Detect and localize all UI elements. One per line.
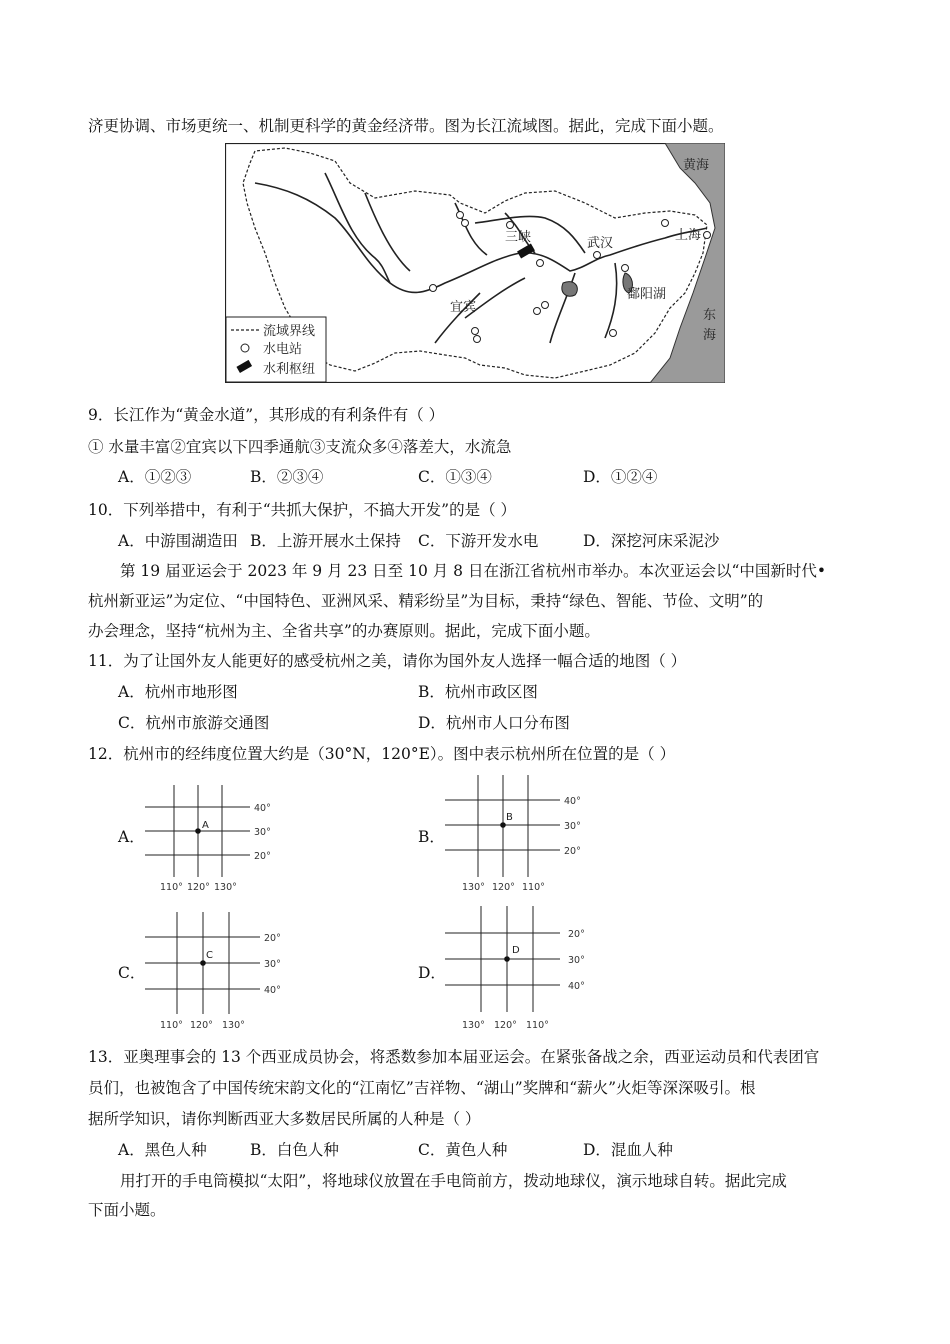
city-marker [662, 220, 669, 227]
q12-grid-c [140, 912, 300, 1034]
point-c-dot [200, 960, 206, 966]
lon-label: 120° [494, 1020, 517, 1031]
point-d-dot [504, 956, 510, 962]
q9-option-a: A．①②③ [118, 468, 192, 486]
intro2-line1: 第 19 届亚运会于 2023 年 9 月 23 日至 10 月 8 日在浙江省杭州市举办。本次亚运会以“中国新时代• [120, 562, 827, 580]
hydropower-station-icon [472, 328, 479, 335]
q12-grid-a [140, 785, 290, 895]
q9-option-d: D．①②④ [583, 468, 658, 486]
point-d-label: D [512, 945, 520, 956]
point-c-label: C [206, 950, 213, 961]
map-label-donghai-2: 海 [703, 328, 717, 343]
q12-grid-b [440, 775, 600, 895]
city-marker [594, 252, 601, 259]
lon-label: 110° [160, 882, 183, 893]
lat-label: 20° [568, 929, 585, 940]
lat-label: 30° [564, 821, 581, 832]
intro2-line3: 办会理念，坚持“杭州为主、全省共享”的办赛原则。据此，完成下面小题。 [88, 622, 600, 640]
hydropower-station-icon [430, 285, 437, 292]
legend-boundary-label: 流域界线 [263, 324, 316, 339]
q10-option-c: C．下游开发水电 [418, 532, 539, 550]
hydropower-station-icon [542, 302, 549, 309]
q13-option-d: D．混血人种 [583, 1141, 673, 1159]
q13-option-a: A．黑色人种 [118, 1141, 207, 1159]
dongting-lake [562, 282, 577, 297]
map-label-donghai-1: 东 [703, 308, 717, 323]
map-label-shanghai: 上海 [675, 228, 702, 243]
q9-statements: ① 水量丰富②宜宾以下四季通航③支流众多④落差大，水流急 [88, 438, 512, 456]
lat-label: 40° [264, 985, 281, 996]
lat-label: 20° [254, 851, 271, 862]
hydropower-station-icon [534, 308, 541, 315]
q13-option-b: B．白色人种 [250, 1141, 339, 1159]
q12-stem: 12．杭州市的经纬度位置大约是（30°N，120°E）。图中表示杭州所在位置的是（ ） [88, 745, 676, 763]
point-b-dot [500, 822, 506, 828]
q10-option-d: D．深挖河床采泥沙 [583, 532, 720, 550]
lon-label: 120° [190, 1020, 213, 1031]
hydropower-station-icon [610, 330, 617, 337]
map-label-wuhan: 武汉 [587, 236, 614, 251]
lat-label: 20° [564, 846, 581, 857]
map-label-huanghai: 黄海 [683, 158, 710, 173]
lon-label: 130° [214, 882, 237, 893]
lat-label: 40° [254, 803, 271, 814]
intro-text: 济更协调、市场更统一、机制更科学的黄金经济带。图为长江流域图。据此，完成下面小题。 [88, 117, 724, 135]
q11-option-b: B．杭州市政区图 [418, 683, 538, 701]
hydropower-station-icon [507, 222, 514, 229]
hydropower-station-icon [474, 336, 481, 343]
lon-label: 110° [522, 882, 545, 893]
q9-option-c: C．①③④ [418, 468, 492, 486]
lat-label: 40° [564, 796, 581, 807]
legend-dam-label: 水利枢纽 [263, 362, 316, 377]
lon-label: 130° [462, 1020, 485, 1031]
lon-label: 110° [526, 1020, 549, 1031]
map-label-poyang: 鄱阳湖 [627, 287, 667, 302]
q12-option-a-label: A． [118, 828, 145, 846]
q10-option-b: B．上游开展水土保持 [250, 532, 401, 550]
q9-option-b: B．②③④ [250, 468, 324, 486]
point-b-label: B [506, 812, 513, 823]
q12-grid-d [440, 906, 600, 1034]
intro2-line2: 杭州新亚运”为定位、“中国特色、亚洲风采、精彩纷呈”为目标，秉持“绿色、智能、节俭、文明”的 [88, 592, 764, 610]
city-marker [622, 265, 629, 272]
lon-label: 130° [222, 1020, 245, 1031]
hydropower-station-icon [457, 212, 464, 219]
q11-option-a: A．杭州市地形图 [118, 683, 238, 701]
q12-option-d-label: D． [418, 964, 446, 982]
city-marker [704, 232, 711, 239]
q12-option-b-label: B． [418, 828, 445, 846]
point-a-label: A [202, 820, 209, 831]
hydropower-station-icon [462, 220, 469, 227]
map-label-yibin: 宜宾 [450, 300, 477, 315]
q10-stem: 10．下列举措中，有利于“共抓大保护，不搞大开发”的是（ ） [88, 501, 517, 519]
legend-hydropower-label: 水电站 [263, 342, 303, 357]
intro3-line1: 用打开的手电筒模拟“太阳”，将地球仪放置在手电筒前方，拨动地球仪，演示地球自转。据此完成 [120, 1172, 787, 1190]
lat-label: 20° [264, 933, 281, 944]
hydropower-station-icon [537, 260, 544, 267]
q11-option-d: D．杭州市人口分布图 [418, 714, 570, 732]
lon-label: 120° [187, 882, 210, 893]
q13-option-c: C．黄色人种 [418, 1141, 508, 1159]
q9-stem: 9．长江作为“黄金水道”，其形成的有利条件有（ ） [88, 406, 445, 424]
q13-line3: 据所学知识，请你判断西亚大多数居民所属的人种是（ ） [88, 1110, 481, 1128]
lat-label: 30° [568, 955, 585, 966]
q11-stem: 11．为了让国外友人能更好的感受杭州之美，请你为国外友人选择一幅合适的地图（ ） [88, 652, 687, 670]
q10-option-a: A．中游围湖造田 [118, 532, 238, 550]
lon-label: 130° [462, 882, 485, 893]
q13-line2: 员们，也被饱含了中国传统宋韵文化的“江南忆”吉祥物、“湖山”奖牌和“薪火”火炬等深深吸引。根 [88, 1079, 756, 1097]
map-label-sanxia: 三峡 [505, 230, 532, 245]
q11-option-c: C．杭州市旅游交通图 [118, 714, 270, 732]
point-a-dot [195, 828, 201, 834]
lat-label: 30° [254, 827, 271, 838]
lon-label: 110° [160, 1020, 183, 1031]
q12-option-c-label: C． [118, 964, 146, 982]
lat-label: 30° [264, 959, 281, 970]
intro3-line2: 下面小题。 [88, 1201, 166, 1219]
q13-line1: 13．亚奥理事会的 13 个西亚成员协会，将悉数参加本届亚运会。在紧张备战之余，西亚运动员和代表团官 [88, 1048, 820, 1066]
legend-hydropower-icon [241, 344, 249, 352]
yangtze-basin-map [225, 143, 725, 383]
lat-label: 40° [568, 981, 585, 992]
lon-label: 120° [492, 882, 515, 893]
